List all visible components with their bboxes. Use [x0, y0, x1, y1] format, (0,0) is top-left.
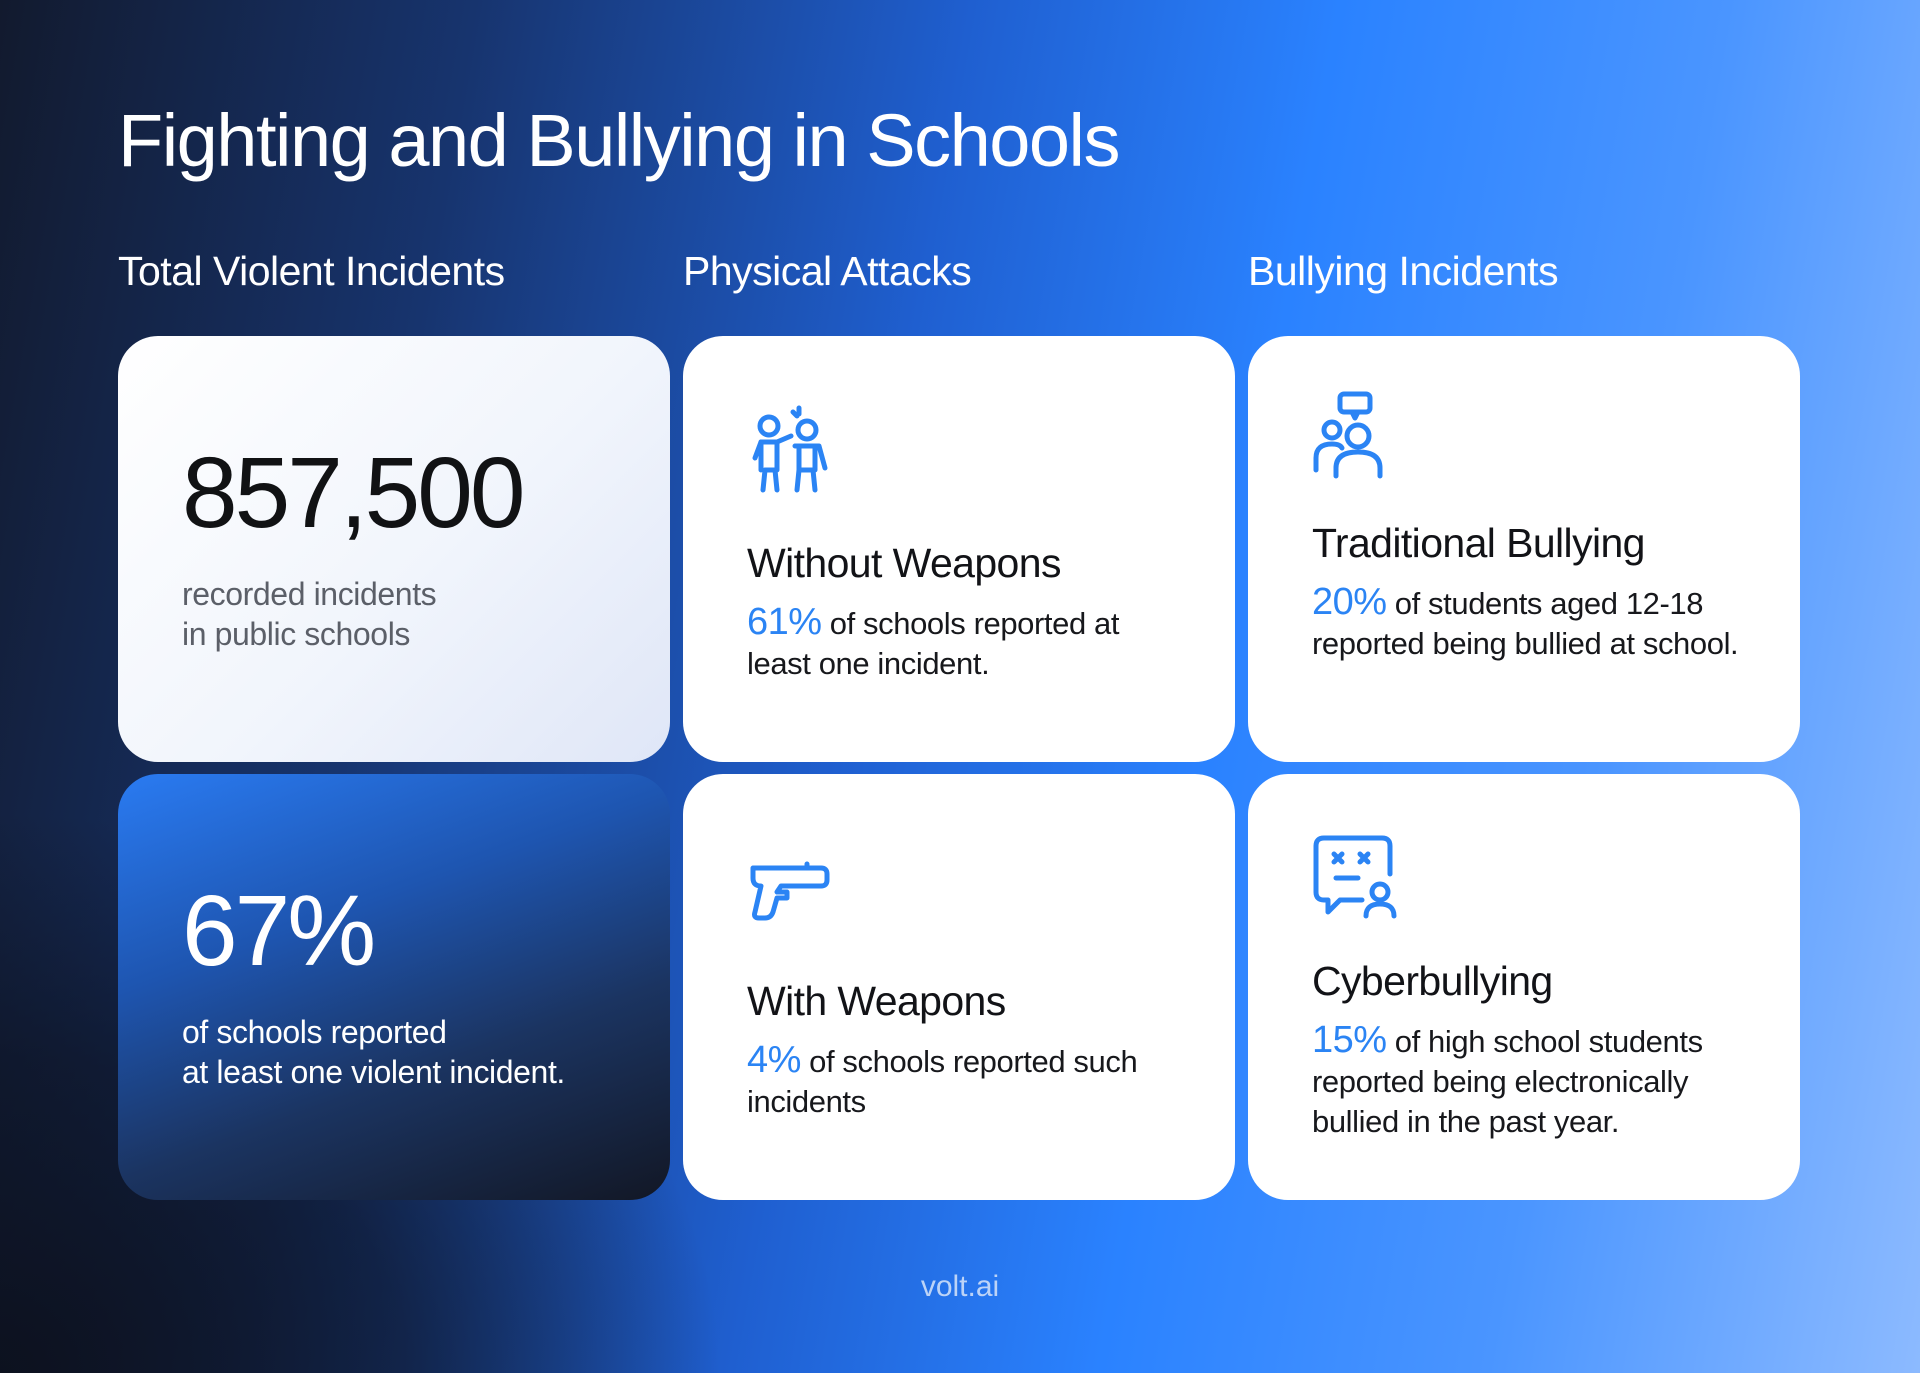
page-title: Fighting and Bullying in Schools — [118, 99, 1119, 182]
bullying-group-icon — [1312, 392, 1396, 476]
total-incidents-caption-line2: in public schools — [182, 616, 410, 652]
cyberbullying-chat-icon — [1312, 834, 1396, 918]
without-weapons-heading: Without Weapons — [747, 540, 1061, 586]
traditional-bullying-heading: Traditional Bullying — [1312, 520, 1645, 566]
violent-incident-percent: 67% — [182, 875, 374, 987]
cyberbullying-text — [1312, 1020, 1752, 1142]
without-weapons-card — [683, 336, 1235, 762]
cyberbullying-description: of high school students reported being electronically bullied in the past year. — [1312, 1024, 1703, 1139]
traditional-bullying-description: of students aged 12-18 reported being bullied at school. — [1312, 586, 1739, 661]
violent-incident-caption-line2: at least one violent incident. — [182, 1054, 565, 1090]
with-weapons-card — [683, 774, 1235, 1200]
column-heading-total: Total Violent Incidents — [118, 248, 505, 294]
total-incidents-caption-line1: recorded incidents — [182, 576, 437, 612]
fighting-people-icon — [747, 406, 831, 490]
total-incidents-card — [118, 336, 670, 762]
total-incidents-number: 857,500 — [182, 437, 523, 549]
with-weapons-description: of schools reported such incidents — [747, 1044, 1138, 1119]
gun-icon — [747, 860, 831, 944]
with-weapons-text — [747, 1040, 1187, 1122]
violent-incident-caption-line1: of schools reported — [182, 1014, 447, 1050]
cyberbullying-stat: 15% — [1312, 1019, 1387, 1061]
brand-footer: volt.ai — [920, 1270, 1000, 1303]
without-weapons-description: of schools reported at least one incident. — [747, 606, 1120, 681]
cyberbullying-heading: Cyberbullying — [1312, 958, 1553, 1004]
traditional-bullying-card — [1248, 336, 1800, 762]
with-weapons-heading: With Weapons — [747, 978, 1006, 1024]
without-weapons-stat: 61% — [747, 601, 822, 643]
without-weapons-text — [747, 602, 1187, 684]
traditional-bullying-text — [1312, 582, 1752, 664]
column-heading-physical: Physical Attacks — [683, 248, 972, 294]
violent-incident-schools-card — [118, 774, 670, 1200]
column-heading-bullying: Bullying Incidents — [1248, 248, 1559, 294]
with-weapons-stat: 4% — [747, 1039, 801, 1081]
traditional-bullying-stat: 20% — [1312, 581, 1387, 623]
cyberbullying-card — [1248, 774, 1800, 1200]
